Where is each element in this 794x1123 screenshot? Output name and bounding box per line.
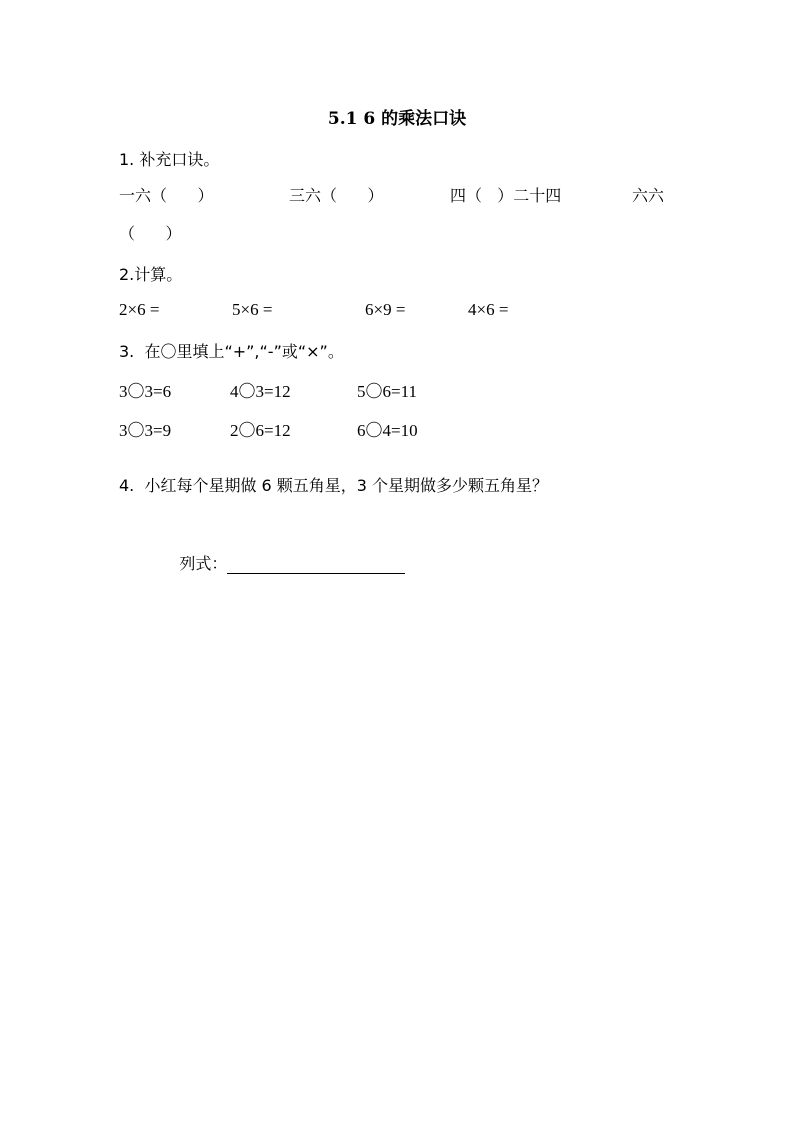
q3-row1-item-1: 3〇3=6 [119,382,172,401]
q2-item-1: 2×6 = [119,300,160,319]
question-3-heading: 3. 在〇里填上“+”,“-”或“×”。 [119,342,344,361]
question-3-row-1 [0,377,794,401]
q1-item-2: 三六（ ） [289,186,384,205]
q3-row2-item-3: 6〇4=10 [357,421,418,440]
question-2-items [0,300,794,324]
q3-row1-item-3: 5〇6=11 [357,382,417,401]
q2-item-3: 6×9 = [365,300,406,319]
q4-answer-label: 列式： [179,554,228,573]
q1-item-4: 六六 [632,186,665,205]
q3-row2-item-1: 3〇3=9 [119,421,172,440]
q4-answer-blank[interactable] [227,555,405,574]
q2-item-4: 4×6 = [468,300,509,319]
question-2-heading: 2.计算。 [119,265,183,284]
q3-row2-item-2: 2〇6=12 [230,421,291,440]
q1-item-1: 一六（ ） [119,186,214,205]
q4-answer-row [159,532,405,593]
q1-item-4-blank: （ ） [119,224,182,243]
question-3-row-2 [0,416,794,440]
question-1-items [0,183,794,207]
question-4-text: 4. 小红每个星期做 6 颗五角星，3 个星期做多少颗五角星？ [119,476,549,495]
page-title: 5.1 6 的乘法口诀 [327,109,467,129]
q3-row1-item-2: 4〇3=12 [230,382,291,401]
q1-item-3: 四（ ）二十四 [450,186,562,205]
q2-item-2: 5×6 = [232,300,273,319]
question-1-heading: 1. 补充口诀。 [119,150,220,169]
